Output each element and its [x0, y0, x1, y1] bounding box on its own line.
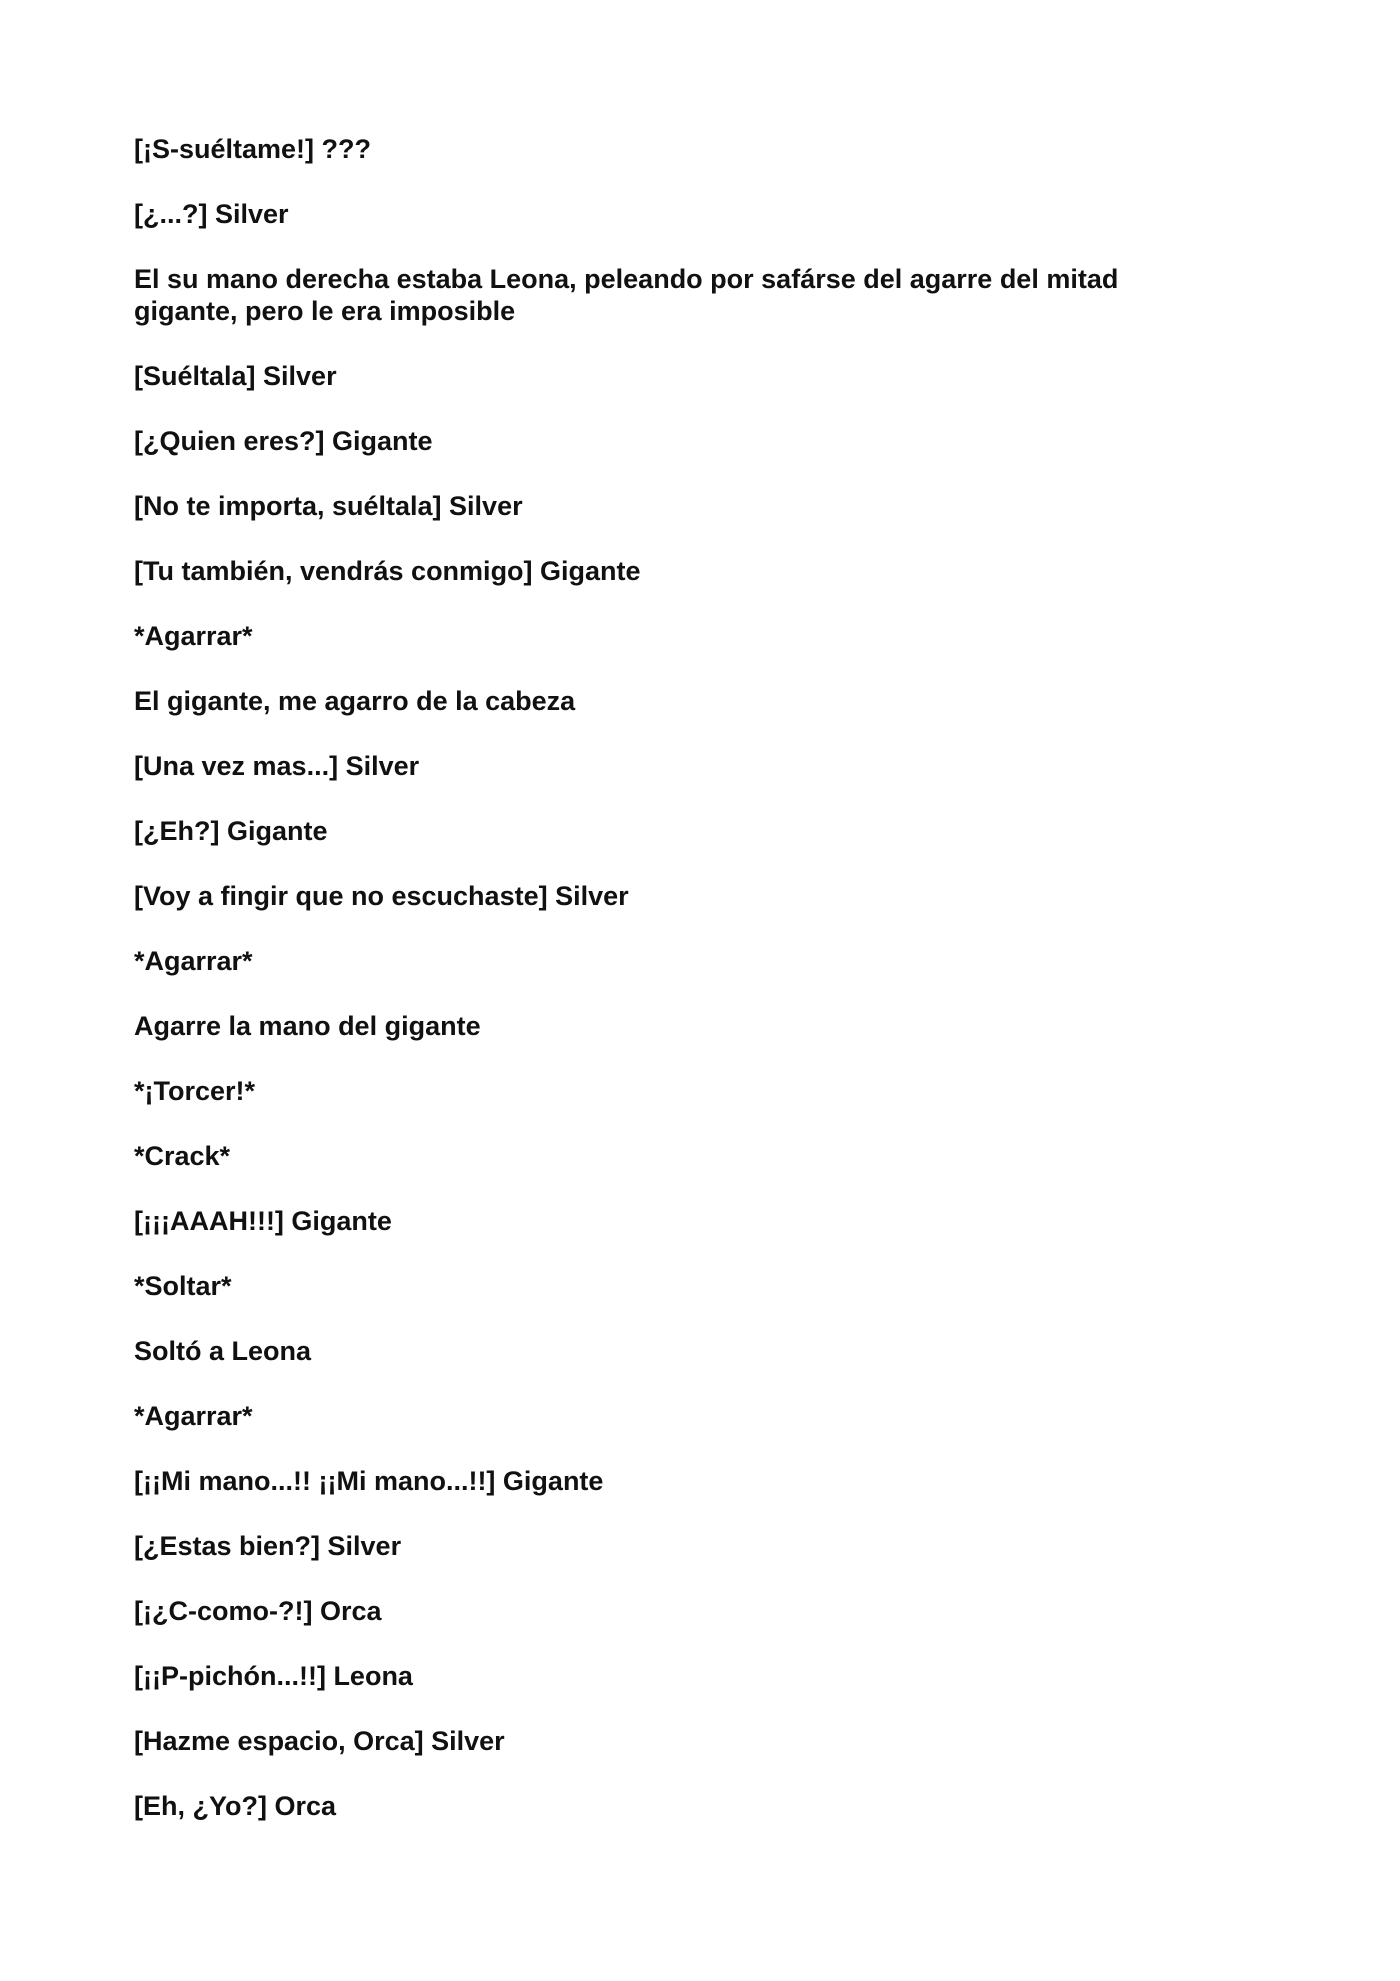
paragraph: [Una vez mas...] Silver — [134, 751, 420, 781]
paragraph: *Soltar* — [134, 1271, 232, 1301]
paragraph: *Crack* — [134, 1141, 231, 1171]
paragraph: [Suéltala] Silver — [134, 361, 337, 391]
paragraph: [Hazme espacio, Orca] Silver — [134, 1726, 505, 1756]
paragraph: [Tu también, vendrás conmigo] Gigante — [134, 556, 641, 586]
paragraph: El gigante, me agarro de la cabeza — [134, 686, 576, 716]
paragraph: [¿Eh?] Gigante — [134, 816, 328, 846]
paragraph: Soltó a Leona — [134, 1336, 312, 1366]
paragraph: *Agarrar* — [134, 1401, 253, 1431]
paragraph: [¡¡P-pichón...!!] Leona — [134, 1661, 413, 1691]
paragraph: El su mano derecha estaba Leona, peleando por safárse del agarre del mitad gigante, pero le era imposible — [134, 264, 1126, 326]
document-text — [134, 133, 1254, 1855]
paragraph: Agarre la mano del gigante — [134, 1011, 481, 1041]
paragraph: [¡¿C-como-?!] Orca — [134, 1596, 382, 1626]
paragraph: [Voy a fingir que no escuchaste] Silver — [134, 881, 629, 911]
paragraph: [¿Quien eres?] Gigante — [134, 426, 433, 456]
paragraph: [No te importa, suéltala] Silver — [134, 491, 523, 521]
paragraph: [¡S-suéltame!] ??? — [134, 134, 372, 164]
paragraph: *¡Torcer!* — [134, 1076, 256, 1106]
paragraph: *Agarrar* — [134, 946, 253, 976]
paragraph: [¡¡¡AAAH!!!] Gigante — [134, 1206, 392, 1236]
paragraph: *Agarrar* — [134, 621, 253, 651]
paragraph: [¿...?] Silver — [134, 199, 289, 229]
paragraph: [¡¡Mi mano...!! ¡¡Mi mano...!!] Gigante — [134, 1466, 604, 1496]
paragraph: [Eh, ¿Yo?] Orca — [134, 1791, 337, 1821]
paragraph: [¿Estas bien?] Silver — [134, 1531, 402, 1561]
